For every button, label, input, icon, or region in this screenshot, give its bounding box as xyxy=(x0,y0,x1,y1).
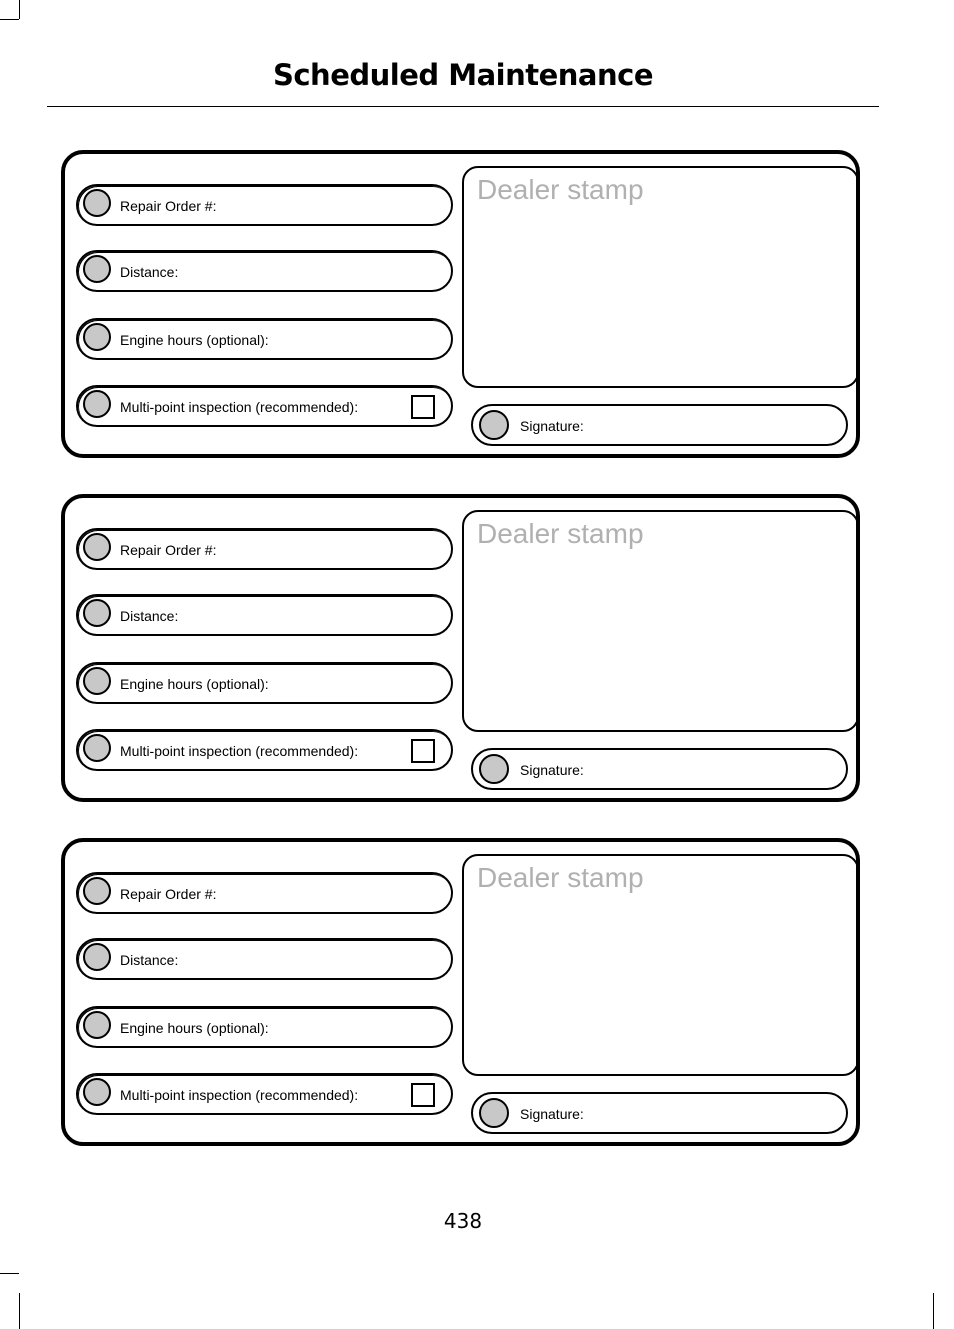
bullet-circle-icon xyxy=(83,877,111,905)
distance-field[interactable] xyxy=(76,250,453,292)
inspection-label: Multi-point inspection (recommended): xyxy=(120,743,359,759)
distance-label: Distance: xyxy=(120,952,179,968)
signature-label: Signature: xyxy=(520,418,584,434)
title-rule xyxy=(47,106,879,107)
dealer-stamp-box xyxy=(462,166,859,388)
engine-hours-field[interactable] xyxy=(76,662,453,704)
bullet-circle-icon xyxy=(83,323,111,351)
engine-hours-label: Engine hours (optional): xyxy=(120,332,269,348)
repair-order-label: Repair Order #: xyxy=(120,198,217,214)
inspection-field xyxy=(76,729,453,771)
crop-mark xyxy=(0,1273,19,1274)
inspection-field xyxy=(76,385,453,427)
engine-hours-label: Engine hours (optional): xyxy=(120,1020,269,1036)
crop-mark xyxy=(19,1293,20,1329)
bullet-circle-icon xyxy=(83,189,111,217)
bullet-circle-icon xyxy=(83,1011,111,1039)
crop-mark xyxy=(19,0,20,19)
bullet-circle-icon xyxy=(83,390,111,418)
bullet-circle-icon xyxy=(83,255,111,283)
signature-field[interactable] xyxy=(471,1092,848,1134)
inspection-label: Multi-point inspection (recommended): xyxy=(120,399,359,415)
engine-hours-field[interactable] xyxy=(76,1006,453,1048)
inspection-checkbox[interactable] xyxy=(411,1083,435,1107)
repair-order-label: Repair Order #: xyxy=(120,542,217,558)
bullet-circle-icon xyxy=(83,734,111,762)
bullet-circle-icon xyxy=(83,667,111,695)
page-title: Scheduled Maintenance xyxy=(272,58,654,92)
bullet-circle-icon xyxy=(83,533,111,561)
dealer-stamp-label: Dealer stamp xyxy=(477,174,644,205)
signature-field[interactable] xyxy=(471,404,848,446)
maintenance-record-card xyxy=(61,838,860,1146)
distance-label: Distance: xyxy=(120,264,179,280)
dealer-stamp-box xyxy=(462,854,859,1076)
crop-mark xyxy=(933,1293,934,1329)
bullet-circle-icon xyxy=(83,599,111,627)
signature-label: Signature: xyxy=(520,762,584,778)
distance-label: Distance: xyxy=(120,608,179,624)
distance-field[interactable] xyxy=(76,594,453,636)
repair-order-field[interactable] xyxy=(76,528,453,570)
engine-hours-field[interactable] xyxy=(76,318,453,360)
inspection-checkbox[interactable] xyxy=(411,395,435,419)
maintenance-record-card xyxy=(61,150,860,458)
bullet-circle-icon xyxy=(83,1078,111,1106)
engine-hours-label: Engine hours (optional): xyxy=(120,676,269,692)
inspection-field xyxy=(76,1073,453,1115)
bullet-circle-icon xyxy=(83,943,111,971)
crop-mark xyxy=(0,19,19,20)
signature-label: Signature: xyxy=(520,1106,584,1122)
dealer-stamp-label: Dealer stamp xyxy=(477,862,644,893)
dealer-stamp-box xyxy=(462,510,859,732)
bullet-circle-icon xyxy=(479,410,509,440)
signature-field[interactable] xyxy=(471,748,848,790)
dealer-stamp-label: Dealer stamp xyxy=(477,518,644,549)
repair-order-field[interactable] xyxy=(76,872,453,914)
maintenance-record-card xyxy=(61,494,860,802)
repair-order-label: Repair Order #: xyxy=(120,886,217,902)
distance-field[interactable] xyxy=(76,938,453,980)
inspection-label: Multi-point inspection (recommended): xyxy=(120,1087,359,1103)
bullet-circle-icon xyxy=(479,754,509,784)
inspection-checkbox[interactable] xyxy=(411,739,435,763)
repair-order-field[interactable] xyxy=(76,184,453,226)
bullet-circle-icon xyxy=(479,1098,509,1128)
page-number: 438 xyxy=(443,1209,483,1233)
